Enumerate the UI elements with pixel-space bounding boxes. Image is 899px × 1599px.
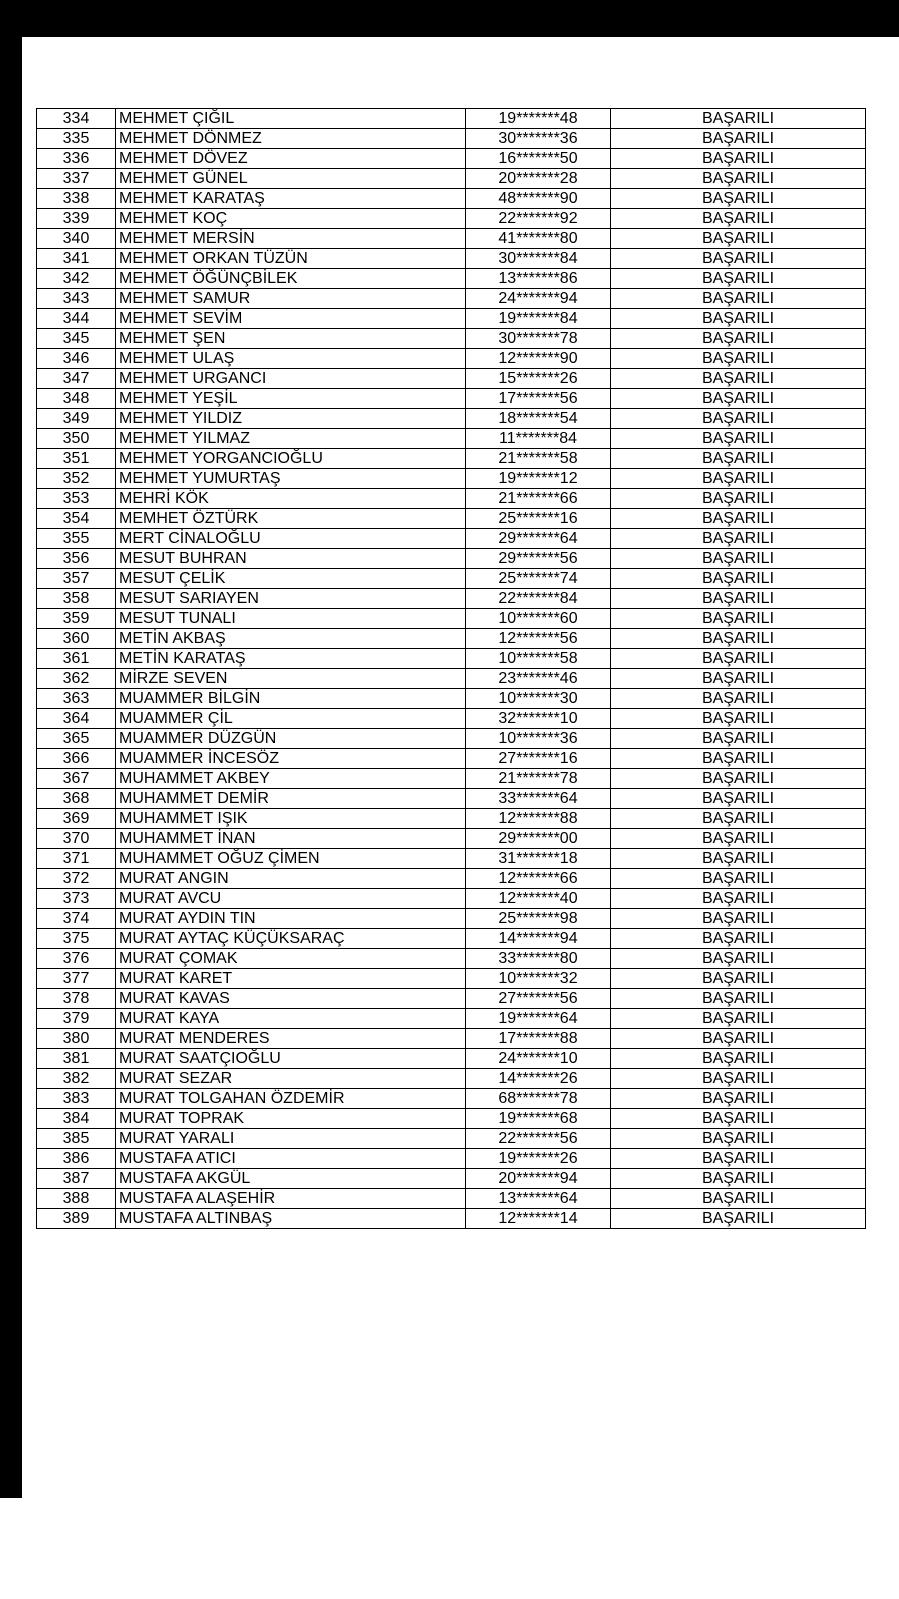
table-row <box>37 1109 866 1129</box>
person-name: MEHMET ULAŞ <box>116 349 466 369</box>
person-name: MURAT SAATÇIOĞLU <box>116 1049 466 1069</box>
masked-id: 25*******16 <box>466 509 611 529</box>
person-name: MEHMET YEŞİL <box>116 389 466 409</box>
result-status: BAŞARILI <box>611 149 866 169</box>
table-row <box>37 609 866 629</box>
masked-id: 14*******26 <box>466 1069 611 1089</box>
person-name: MEHMET ÇIĞIL <box>116 109 466 129</box>
masked-id: 27*******16 <box>466 749 611 769</box>
row-number: 335 <box>37 129 116 149</box>
table-row <box>37 1149 866 1169</box>
masked-id: 22*******56 <box>466 1129 611 1149</box>
row-number: 388 <box>37 1189 116 1209</box>
result-status: BAŞARILI <box>611 329 866 349</box>
result-status: BAŞARILI <box>611 429 866 449</box>
result-status: BAŞARILI <box>611 109 866 129</box>
result-status: BAŞARILI <box>611 1009 866 1029</box>
masked-id: 11*******84 <box>466 429 611 449</box>
row-number: 347 <box>37 369 116 389</box>
row-number: 363 <box>37 689 116 709</box>
row-number: 379 <box>37 1009 116 1029</box>
masked-id: 13*******64 <box>466 1189 611 1209</box>
table-row <box>37 429 866 449</box>
row-number: 338 <box>37 189 116 209</box>
table-row <box>37 729 866 749</box>
table-row <box>37 509 866 529</box>
masked-id: 10*******32 <box>466 969 611 989</box>
table-row <box>37 649 866 669</box>
person-name: METİN KARATAŞ <box>116 649 466 669</box>
result-status: BAŞARILI <box>611 349 866 369</box>
row-number: 356 <box>37 549 116 569</box>
masked-id: 22*******92 <box>466 209 611 229</box>
result-status: BAŞARILI <box>611 129 866 149</box>
masked-id: 27*******56 <box>466 989 611 1009</box>
masked-id: 29*******64 <box>466 529 611 549</box>
result-status: BAŞARILI <box>611 629 866 649</box>
masked-id: 12*******56 <box>466 629 611 649</box>
row-number: 365 <box>37 729 116 749</box>
result-status: BAŞARILI <box>611 449 866 469</box>
table-row <box>37 789 866 809</box>
table-row <box>37 989 866 1009</box>
row-number: 368 <box>37 789 116 809</box>
row-number: 375 <box>37 929 116 949</box>
row-number: 385 <box>37 1129 116 1149</box>
person-name: MURAT ÇOMAK <box>116 949 466 969</box>
row-number: 361 <box>37 649 116 669</box>
result-status: BAŞARILI <box>611 849 866 869</box>
table-row <box>37 409 866 429</box>
table-row <box>37 1129 866 1149</box>
table-row <box>37 809 866 829</box>
person-name: MUHAMMET IŞIK <box>116 809 466 829</box>
masked-id: 21*******58 <box>466 449 611 469</box>
row-number: 387 <box>37 1169 116 1189</box>
table-row <box>37 1189 866 1209</box>
person-name: MURAT SEZAR <box>116 1069 466 1089</box>
result-status: BAŞARILI <box>611 1169 866 1189</box>
result-status: BAŞARILI <box>611 249 866 269</box>
row-number: 389 <box>37 1209 116 1229</box>
result-status: BAŞARILI <box>611 769 866 789</box>
row-number: 381 <box>37 1049 116 1069</box>
table-row <box>37 1049 866 1069</box>
masked-id: 10*******36 <box>466 729 611 749</box>
result-status: BAŞARILI <box>611 1029 866 1049</box>
person-name: MUHAMMET DEMİR <box>116 789 466 809</box>
row-number: 372 <box>37 869 116 889</box>
result-status: BAŞARILI <box>611 209 866 229</box>
result-status: BAŞARILI <box>611 1149 866 1169</box>
masked-id: 25*******74 <box>466 569 611 589</box>
table-row <box>37 849 866 869</box>
person-name: MEHRİ KÖK <box>116 489 466 509</box>
row-number: 343 <box>37 289 116 309</box>
masked-id: 14*******94 <box>466 929 611 949</box>
row-number: 351 <box>37 449 116 469</box>
table-row <box>37 309 866 329</box>
person-name: MURAT KARET <box>116 969 466 989</box>
result-status: BAŞARILI <box>611 189 866 209</box>
table-row <box>37 369 866 389</box>
result-status: BAŞARILI <box>611 589 866 609</box>
masked-id: 19*******84 <box>466 309 611 329</box>
table-row <box>37 109 866 129</box>
person-name: MURAT TOLGAHAN ÖZDEMİR <box>116 1089 466 1109</box>
masked-id: 12*******66 <box>466 869 611 889</box>
row-number: 337 <box>37 169 116 189</box>
results-table <box>36 108 866 1229</box>
masked-id: 17*******88 <box>466 1029 611 1049</box>
table-row <box>37 1209 866 1229</box>
masked-id: 30*******84 <box>466 249 611 269</box>
bottom-margin <box>0 1498 899 1599</box>
result-status: BAŞARILI <box>611 389 866 409</box>
masked-id: 48*******90 <box>466 189 611 209</box>
row-number: 334 <box>37 109 116 129</box>
row-number: 362 <box>37 669 116 689</box>
person-name: MEHMET YORGANCIOĞLU <box>116 449 466 469</box>
row-number: 336 <box>37 149 116 169</box>
table-row <box>37 1009 866 1029</box>
row-number: 386 <box>37 1149 116 1169</box>
table-row <box>37 529 866 549</box>
masked-id: 29*******56 <box>466 549 611 569</box>
masked-id: 20*******28 <box>466 169 611 189</box>
row-number: 349 <box>37 409 116 429</box>
masked-id: 30*******78 <box>466 329 611 349</box>
result-status: BAŞARILI <box>611 369 866 389</box>
person-name: MESUT ÇELİK <box>116 569 466 589</box>
masked-id: 32*******10 <box>466 709 611 729</box>
result-status: BAŞARILI <box>611 469 866 489</box>
row-number: 383 <box>37 1089 116 1109</box>
person-name: MEHMET KARATAŞ <box>116 189 466 209</box>
table-row <box>37 829 866 849</box>
result-status: BAŞARILI <box>611 949 866 969</box>
result-status: BAŞARILI <box>611 1129 866 1149</box>
result-status: BAŞARILI <box>611 609 866 629</box>
table-row <box>37 909 866 929</box>
person-name: MEHMET SAMUR <box>116 289 466 309</box>
row-number: 377 <box>37 969 116 989</box>
result-status: BAŞARILI <box>611 549 866 569</box>
table-row <box>37 669 866 689</box>
person-name: MURAT YARALI <box>116 1129 466 1149</box>
person-name: MEHMET SEVİM <box>116 309 466 329</box>
row-number: 373 <box>37 889 116 909</box>
masked-id: 68*******78 <box>466 1089 611 1109</box>
row-number: 339 <box>37 209 116 229</box>
person-name: MURAT TOPRAK <box>116 1109 466 1129</box>
result-status: BAŞARILI <box>611 569 866 589</box>
result-status: BAŞARILI <box>611 989 866 1009</box>
table-row <box>37 449 866 469</box>
masked-id: 18*******54 <box>466 409 611 429</box>
table-row <box>37 469 866 489</box>
row-number: 342 <box>37 269 116 289</box>
table-row <box>37 169 866 189</box>
table-row <box>37 549 866 569</box>
masked-id: 15*******26 <box>466 369 611 389</box>
masked-id: 24*******10 <box>466 1049 611 1069</box>
result-status: BAŞARILI <box>611 889 866 909</box>
person-name: MEHMET ŞEN <box>116 329 466 349</box>
result-status: BAŞARILI <box>611 529 866 549</box>
result-status: BAŞARILI <box>611 709 866 729</box>
person-name: MURAT MENDERES <box>116 1029 466 1049</box>
row-number: 340 <box>37 229 116 249</box>
row-number: 384 <box>37 1109 116 1129</box>
table-row <box>37 869 866 889</box>
table-row <box>37 249 866 269</box>
table-row <box>37 289 866 309</box>
person-name: MEHMET GÜNEL <box>116 169 466 189</box>
row-number: 374 <box>37 909 116 929</box>
masked-id: 19*******12 <box>466 469 611 489</box>
table-row <box>37 709 866 729</box>
person-name: MUHAMMET İNAN <box>116 829 466 849</box>
result-status: BAŞARILI <box>611 729 866 749</box>
result-status: BAŞARILI <box>611 1109 866 1129</box>
table-row <box>37 969 866 989</box>
table-row <box>37 1029 866 1049</box>
row-number: 360 <box>37 629 116 649</box>
table-row <box>37 769 866 789</box>
row-number: 346 <box>37 349 116 369</box>
result-status: BAŞARILI <box>611 489 866 509</box>
table-row <box>37 489 866 509</box>
row-number: 382 <box>37 1069 116 1089</box>
row-number: 357 <box>37 569 116 589</box>
person-name: MEHMET URGANCI <box>116 369 466 389</box>
person-name: MUAMMER İNCESÖZ <box>116 749 466 769</box>
result-status: BAŞARILI <box>611 169 866 189</box>
result-status: BAŞARILI <box>611 909 866 929</box>
masked-id: 19*******26 <box>466 1149 611 1169</box>
table-row <box>37 749 866 769</box>
masked-id: 17*******56 <box>466 389 611 409</box>
masked-id: 20*******94 <box>466 1169 611 1189</box>
row-number: 367 <box>37 769 116 789</box>
table-row <box>37 269 866 289</box>
person-name: MURAT AYTAÇ KÜÇÜKSARAÇ <box>116 929 466 949</box>
masked-id: 13*******86 <box>466 269 611 289</box>
result-status: BAŞARILI <box>611 689 866 709</box>
table-row <box>37 589 866 609</box>
masked-id: 22*******84 <box>466 589 611 609</box>
masked-id: 12*******90 <box>466 349 611 369</box>
person-name: MUAMMER ÇİL <box>116 709 466 729</box>
masked-id: 29*******00 <box>466 829 611 849</box>
masked-id: 10*******60 <box>466 609 611 629</box>
person-name: MİRZE SEVEN <box>116 669 466 689</box>
person-name: MUSTAFA ALTINBAŞ <box>116 1209 466 1229</box>
row-number: 353 <box>37 489 116 509</box>
person-name: MEHMET DÖNMEZ <box>116 129 466 149</box>
table-row <box>37 389 866 409</box>
table-row <box>37 329 866 349</box>
masked-id: 12*******14 <box>466 1209 611 1229</box>
person-name: MUHAMMET OĞUZ ÇİMEN <box>116 849 466 869</box>
person-name: MURAT KAYA <box>116 1009 466 1029</box>
result-status: BAŞARILI <box>611 509 866 529</box>
person-name: MEHMET YILMAZ <box>116 429 466 449</box>
masked-id: 21*******78 <box>466 769 611 789</box>
masked-id: 24*******94 <box>466 289 611 309</box>
table-row <box>37 929 866 949</box>
row-number: 358 <box>37 589 116 609</box>
row-number: 350 <box>37 429 116 449</box>
masked-id: 30*******36 <box>466 129 611 149</box>
person-name: MESUT BUHRAN <box>116 549 466 569</box>
table-row <box>37 1069 866 1089</box>
result-status: BAŞARILI <box>611 929 866 949</box>
result-status: BAŞARILI <box>611 649 866 669</box>
row-number: 370 <box>37 829 116 849</box>
row-number: 366 <box>37 749 116 769</box>
row-number: 355 <box>37 529 116 549</box>
table-row <box>37 129 866 149</box>
table-row <box>37 229 866 249</box>
document-page <box>22 37 899 1498</box>
person-name: MEHMET MERSİN <box>116 229 466 249</box>
result-status: BAŞARILI <box>611 1049 866 1069</box>
masked-id: 19*******48 <box>466 109 611 129</box>
row-number: 364 <box>37 709 116 729</box>
table-row <box>37 629 866 649</box>
table-row <box>37 689 866 709</box>
result-status: BAŞARILI <box>611 1189 866 1209</box>
row-number: 341 <box>37 249 116 269</box>
masked-id: 23*******46 <box>466 669 611 689</box>
table-row <box>37 189 866 209</box>
masked-id: 16*******50 <box>466 149 611 169</box>
person-name: MURAT ANGIN <box>116 869 466 889</box>
row-number: 376 <box>37 949 116 969</box>
masked-id: 12*******40 <box>466 889 611 909</box>
person-name: METİN AKBAŞ <box>116 629 466 649</box>
row-number: 352 <box>37 469 116 489</box>
result-status: BAŞARILI <box>611 1069 866 1089</box>
person-name: MURAT AYDIN TIN <box>116 909 466 929</box>
result-status: BAŞARILI <box>611 789 866 809</box>
table-row <box>37 349 866 369</box>
results-table-body <box>37 109 866 1229</box>
masked-id: 10*******30 <box>466 689 611 709</box>
masked-id: 31*******18 <box>466 849 611 869</box>
result-status: BAŞARILI <box>611 289 866 309</box>
masked-id: 25*******98 <box>466 909 611 929</box>
row-number: 371 <box>37 849 116 869</box>
table-row <box>37 149 866 169</box>
result-status: BAŞARILI <box>611 229 866 249</box>
person-name: MUAMMER BİLGİN <box>116 689 466 709</box>
masked-id: 21*******66 <box>466 489 611 509</box>
person-name: MEHMET ÖĞÜNÇBİLEK <box>116 269 466 289</box>
result-status: BAŞARILI <box>611 809 866 829</box>
result-status: BAŞARILI <box>611 669 866 689</box>
masked-id: 33*******64 <box>466 789 611 809</box>
row-number: 344 <box>37 309 116 329</box>
table-row <box>37 569 866 589</box>
masked-id: 41*******80 <box>466 229 611 249</box>
person-name: MEHMET YILDIZ <box>116 409 466 429</box>
row-number: 369 <box>37 809 116 829</box>
result-status: BAŞARILI <box>611 309 866 329</box>
table-row <box>37 889 866 909</box>
table-row <box>37 949 866 969</box>
person-name: MURAT KAVAS <box>116 989 466 1009</box>
masked-id: 33*******80 <box>466 949 611 969</box>
masked-id: 19*******68 <box>466 1109 611 1129</box>
result-status: BAŞARILI <box>611 409 866 429</box>
person-name: MUSTAFA ATICI <box>116 1149 466 1169</box>
person-name: MESUT SARIAYEN <box>116 589 466 609</box>
masked-id: 19*******64 <box>466 1009 611 1029</box>
person-name: MEHMET ORKAN TÜZÜN <box>116 249 466 269</box>
person-name: MUSTAFA AKGÜL <box>116 1169 466 1189</box>
table-row <box>37 1169 866 1189</box>
masked-id: 10*******58 <box>466 649 611 669</box>
table-row <box>37 1089 866 1109</box>
row-number: 378 <box>37 989 116 1009</box>
table-row <box>37 209 866 229</box>
row-number: 359 <box>37 609 116 629</box>
result-status: BAŞARILI <box>611 269 866 289</box>
person-name: MERT CİNALOĞLU <box>116 529 466 549</box>
result-status: BAŞARILI <box>611 749 866 769</box>
row-number: 354 <box>37 509 116 529</box>
person-name: MUAMMER DÜZGÜN <box>116 729 466 749</box>
person-name: MUSTAFA ALAŞEHİR <box>116 1189 466 1209</box>
row-number: 345 <box>37 329 116 349</box>
person-name: MEMHET ÖZTÜRK <box>116 509 466 529</box>
person-name: MEHMET KOÇ <box>116 209 466 229</box>
person-name: MUHAMMET AKBEY <box>116 769 466 789</box>
person-name: MEHMET YUMURTAŞ <box>116 469 466 489</box>
row-number: 380 <box>37 1029 116 1049</box>
result-status: BAŞARILI <box>611 1089 866 1109</box>
result-status: BAŞARILI <box>611 969 866 989</box>
row-number: 348 <box>37 389 116 409</box>
masked-id: 12*******88 <box>466 809 611 829</box>
result-status: BAŞARILI <box>611 1209 866 1229</box>
person-name: MURAT AVCU <box>116 889 466 909</box>
result-status: BAŞARILI <box>611 829 866 849</box>
result-status: BAŞARILI <box>611 869 866 889</box>
person-name: MESUT TUNALI <box>116 609 466 629</box>
person-name: MEHMET DÖVEZ <box>116 149 466 169</box>
